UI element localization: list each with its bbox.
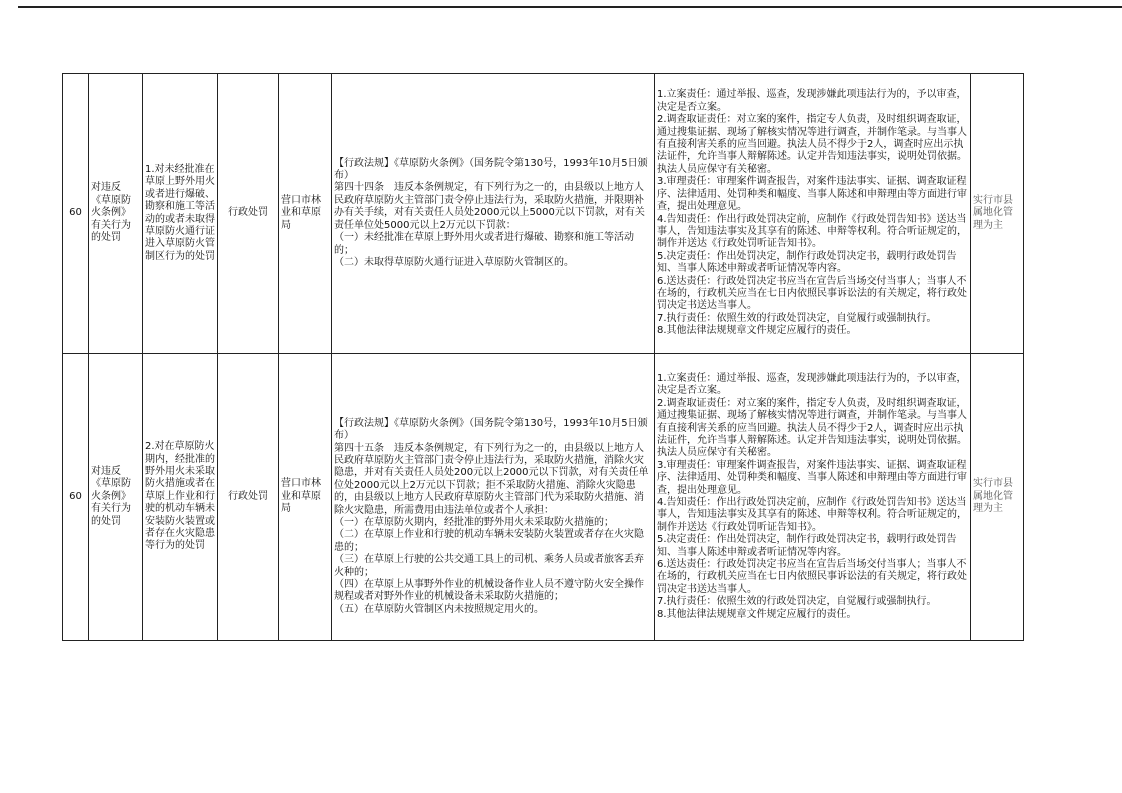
sub-item-condition: 2.对在草原防火期内，经批准的野外用火未采取防火措施或者在草原上作业和行驶的机动车辆未安装防火装置或者存在火灾隐患等行为的处罚 [143,354,218,641]
remark: 实行市县属地化管理为主 [971,74,1024,354]
department: 营口市林业和草原局 [279,74,332,354]
responsibility-line: 2.调查取证责任：对立案的案件，指定专人负责，及时组织调查取证，通过搜集证据、现场了解核实情况等进行调查，并制作笔录。与当事人有直接利害关系的应当回避。执法人员不得少于2人，调查时应出示执法证件，允许当事人辩解陈述。认定并告知违法事实，说明处罚依据。执法人员应保守有关秘密。 [657,114,967,175]
responsibility-line: 3.审理责任：审理案件调查报告，对案件违法事实、证据、调查取证程序、法律适用、处罚种类和幅度、当事人陈述和申辩理由等方面进行审查，提出处理意见。 [657,459,967,496]
item-name: 对违反《草原防火条例》有关行为的处罚 [89,354,143,641]
basis-line: 第四十四条 违反本条例规定，有下列行为之一的，由县级以上地方人民政府草原防火主管部门责令停止违法行为，采取防火措施，并限期补办有关手续，对有关责任人员处2000元以上5000元以下罚款，对有关责任单位处5000元以上2万元以下罚款： [334,182,645,231]
responsibility-line: 1.立案责任：通过举报、巡查，发现涉嫌此项违法行为的，予以审查，决定是否立案。 [657,372,967,397]
basis-line: （一）在草原防火期内，经批准的野外用火未采取防火措施的； [334,517,614,528]
responsibility-line: 8.其他法律法规规章文件规定应履行的责任。 [657,608,857,620]
responsibility-line: 5.决定责任：作出处罚决定，制作行政处罚决定书，载明行政处罚告知、当事人陈述申辩或者听证情况等内容。 [657,534,957,558]
department: 营口市林业和草原局 [279,354,332,641]
responsibility-line: 6.送达责任：行政处罚决定书应当在宣告后当场交付当事人；当事人不在场的，行政机关应当在七日内依照民事诉讼法的有关规定，将行政处罚决定书送达当事人。 [657,559,967,595]
responsibility-line: 5.决定责任：作出处罚决定，制作行政处罚决定书，载明行政处罚告知、当事人陈述申辩或者听证情况等内容。 [657,250,957,275]
responsibility-line: 4.告知责任：作出行政处罚决定前，应制作《行政处罚告知书》送达当事人，告知违法事实及其享有的陈述、申辩等权利。符合听证规定的，制作并送达《行政处罚听证告知书》。 [657,213,967,250]
row-number: 60 [63,354,89,641]
row-number: 60 [63,74,89,354]
responsibility-line: 3.审理责任：审理案件调查报告，对案件违法事实、证据、调查取证程序、法律适用、处罚种类和幅度、当事人陈述和申辩理由等方面进行审查，提出处理意见。 [657,176,967,213]
page-top-rule [18,6,1122,8]
responsibility-line: 1.立案责任：通过举报、巡查，发现涉嫌此项违法行为的，予以审查，决定是否立案。 [657,89,967,113]
basis-line: 【行政法规】《草原防火条例》（国务院令第130号，1993年10月5日颁布） [334,417,648,442]
responsibility-items [655,74,971,354]
power-type: 行政处罚 [218,74,279,354]
responsibility-line: 4.告知责任：作出行政处罚决定前，应制作《行政处罚告知书》送达当事人，告知违法事实及其享有的陈述、申辩等权利。符合听证规定的，制作并送达《行政处罚听证告知书》。 [657,497,967,533]
legal-basis [332,74,655,354]
table-row [63,74,1024,354]
remark: 实行市县属地化管理为主 [971,354,1024,641]
table-row [63,354,1024,641]
responsibility-items [655,354,971,641]
responsibility-line: 7.执行责任：依照生效的行政处罚决定，自觉履行或强制执行。 [657,596,937,608]
power-type: 行政处罚 [218,354,279,641]
sub-item-condition: 1.对未经批准在草原上野外用火或者进行爆破、勘察和施工等活动的或者未取得草原防火通行证进入草原防火管制区行为的处罚 [143,74,218,354]
responsibility-line: 2.调查取证责任：对立案的案件，指定专人负责，及时组织调查取证，通过搜集证据、现场了解核实情况等进行调查，并制作笔录。与当事人有直接利害关系的应当回避。执法人员不得少于2人，调查时应出示执法证件，允许当事人辩解陈述。认定并告知违法事实，说明处罚依据。执法人员应保守有关秘密。 [657,397,967,459]
responsibility-line: 8.其他法律法规规章文件规定应履行的责任。 [657,325,857,337]
basis-line: （五）在草原防火管制区内未按照规定用火的。 [334,603,544,615]
basis-line: 【行政法规】《草原防火条例》（国务院令第130号，1993年10月5日颁布） [334,157,648,182]
authority-table [62,73,1024,641]
basis-line: （四）在草原上从事野外作业的机械设备作业人员不遵守防火安全操作规程或者对野外作业的机械设备未采取防火措施的； [334,579,644,603]
basis-line: （二）在草原上作业和行驶的机动车辆未安装防火装置或者存在火灾隐患的； [334,529,644,553]
basis-line: （一）未经批准在草原上野外用火或者进行爆破、勘察和施工等活动的； [334,232,634,256]
item-name: 对违反《草原防火条例》有关行为的处罚 [89,74,143,354]
legal-basis [332,354,655,641]
basis-line: （二）未取得草原防火通行证进入草原防火管制区的。 [334,256,574,268]
responsibility-line: 7.执行责任：依照生效的行政处罚决定，自觉履行或强制执行。 [657,312,937,324]
basis-line: （三）在草原上行驶的公共交通工具上的司机、乘务人员或者旅客丢弃火种的； [334,554,644,578]
responsibility-line: 6.送达责任：行政处罚决定书应当在宣告后当场交付当事人；当事人不在场的，行政机关应当在七日内依照民事诉讼法的有关规定，将行政处罚决定书送达当事人。 [657,275,967,312]
basis-line: 第四十五条 违反本条例规定，有下列行为之一的，由县级以上地方人民政府草原防火主管部门责令停止违法行为，采取防火措施，消除火灾隐患，并对有关责任人员处200元以上2000元以下罚款，对有关责任单位处2000元以上2万元以下罚款；拒不采取防火措施、消除火灾隐患的，由县级以上地方人民政府草原防火主管部门代为采取防火措施、消除火灾隐患，所需费用由违法单位或者个人承担： [334,442,649,516]
